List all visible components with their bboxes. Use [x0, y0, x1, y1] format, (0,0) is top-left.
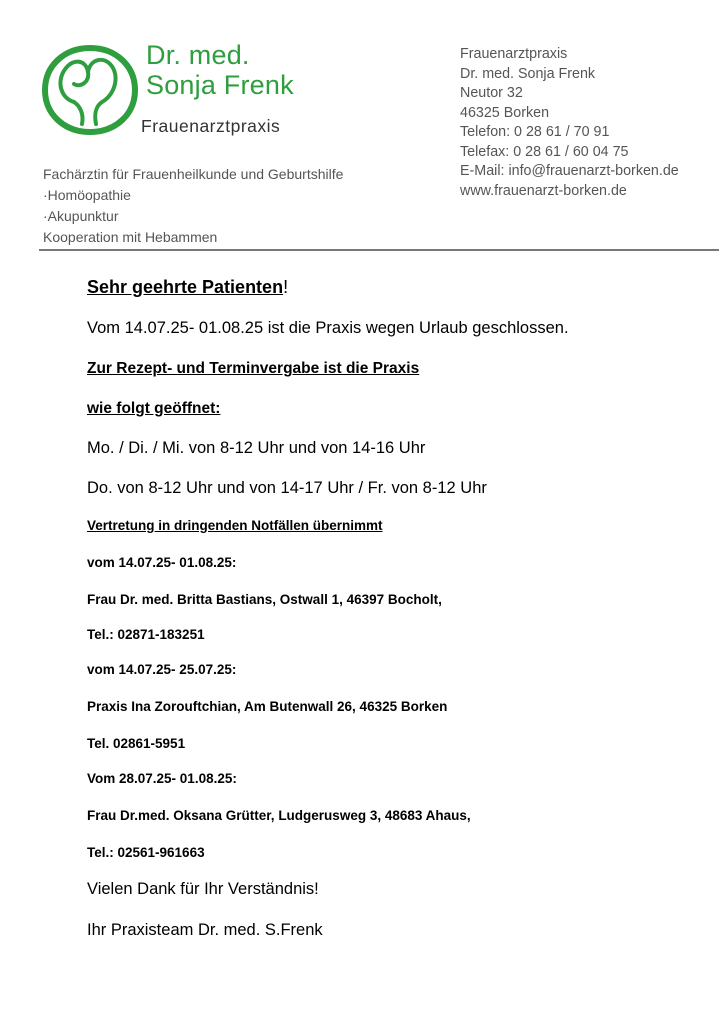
substitute-doctor: Frau Dr. med. Britta Bastians, Ostwall 1, 46397 Bocholt, [87, 592, 442, 607]
brand-practice: Frauenarztpraxis [141, 116, 281, 136]
specialty-line: Kooperation mit Hebammen [43, 229, 218, 245]
greeting [87, 277, 288, 298]
substitute-period: Vom 28.07.25- 01.08.25: [87, 771, 237, 786]
fax-line: Telefax: 0 28 61 / 60 04 75 [460, 143, 629, 160]
brand-doctor-name: Sonja Frenk [146, 70, 294, 100]
brand-title: Dr. med. [146, 40, 250, 70]
hours-line-2: Do. von 8-12 Uhr und von 14-17 Uhr / Fr. von 8-12 Uhr [87, 479, 487, 497]
substitute-phone: Tel.: 02871-183251 [87, 627, 205, 642]
closure-notice: Vom 14.07.25- 01.08.25 ist die Praxis wegen Urlaub geschlossen. [87, 319, 569, 337]
website-link[interactable]: www.frauenarzt-borken.de [460, 182, 627, 199]
substitute-phone: Tel. 02861-5951 [87, 736, 186, 751]
substitute-period: vom 14.07.25- 25.07.25: [87, 662, 237, 677]
specialty-line: ·Akupunktur [43, 208, 119, 224]
contact-address-block [460, 45, 679, 201]
prescription-heading: Zur Rezept- und Terminvergabe ist die Praxis [87, 360, 420, 377]
address-line: Dr. med. Sonja Frenk [460, 65, 596, 82]
specialty-line: Fachärztin für Frauenheilkunde und Geburtshilfe [43, 166, 344, 182]
specialty-line: ·Homöopathie [43, 187, 131, 203]
substitute-period: vom 14.07.25- 01.08.25: [87, 555, 237, 570]
address-line: Frauenarztpraxis [460, 46, 568, 62]
header-divider [39, 249, 719, 251]
brand-name [146, 40, 294, 100]
phone-line: Telefon: 0 28 61 / 70 91 [460, 124, 610, 140]
thanks-line: Vielen Dank für Ihr Verständnis! [87, 880, 319, 898]
greeting-mark: ! [283, 277, 289, 297]
greeting-text: Sehr geehrte Patienten [87, 277, 284, 297]
hours-line-1: Mo. / Di. / Mi. von 8-12 Uhr und von 14-16 Uhr [87, 439, 426, 457]
substitute-phone: Tel.: 02561-961663 [87, 845, 205, 860]
substitute-doctor: Praxis Ina Zorouftchian, Am Butenwall 26, 46325 Borken [87, 699, 448, 714]
signature: Ihr Praxisteam Dr. med. S.Frenk [87, 921, 323, 939]
address-line: 46325 Borken [460, 104, 550, 121]
practice-logo-icon [40, 44, 140, 136]
prescription-heading-cont: wie folgt geöffnet: [87, 400, 221, 417]
substitute-doctor: Frau Dr.med. Oksana Grütter, Ludgerusweg 3, 48683 Ahaus, [87, 808, 471, 823]
email-link[interactable]: E-Mail: info@frauenarzt-borken.de [460, 163, 679, 179]
specialties-block [43, 164, 343, 248]
address-line: Neutor 32 [460, 85, 523, 101]
substitute-heading: Vertretung in dringenden Notfällen übernimmt [87, 518, 383, 533]
